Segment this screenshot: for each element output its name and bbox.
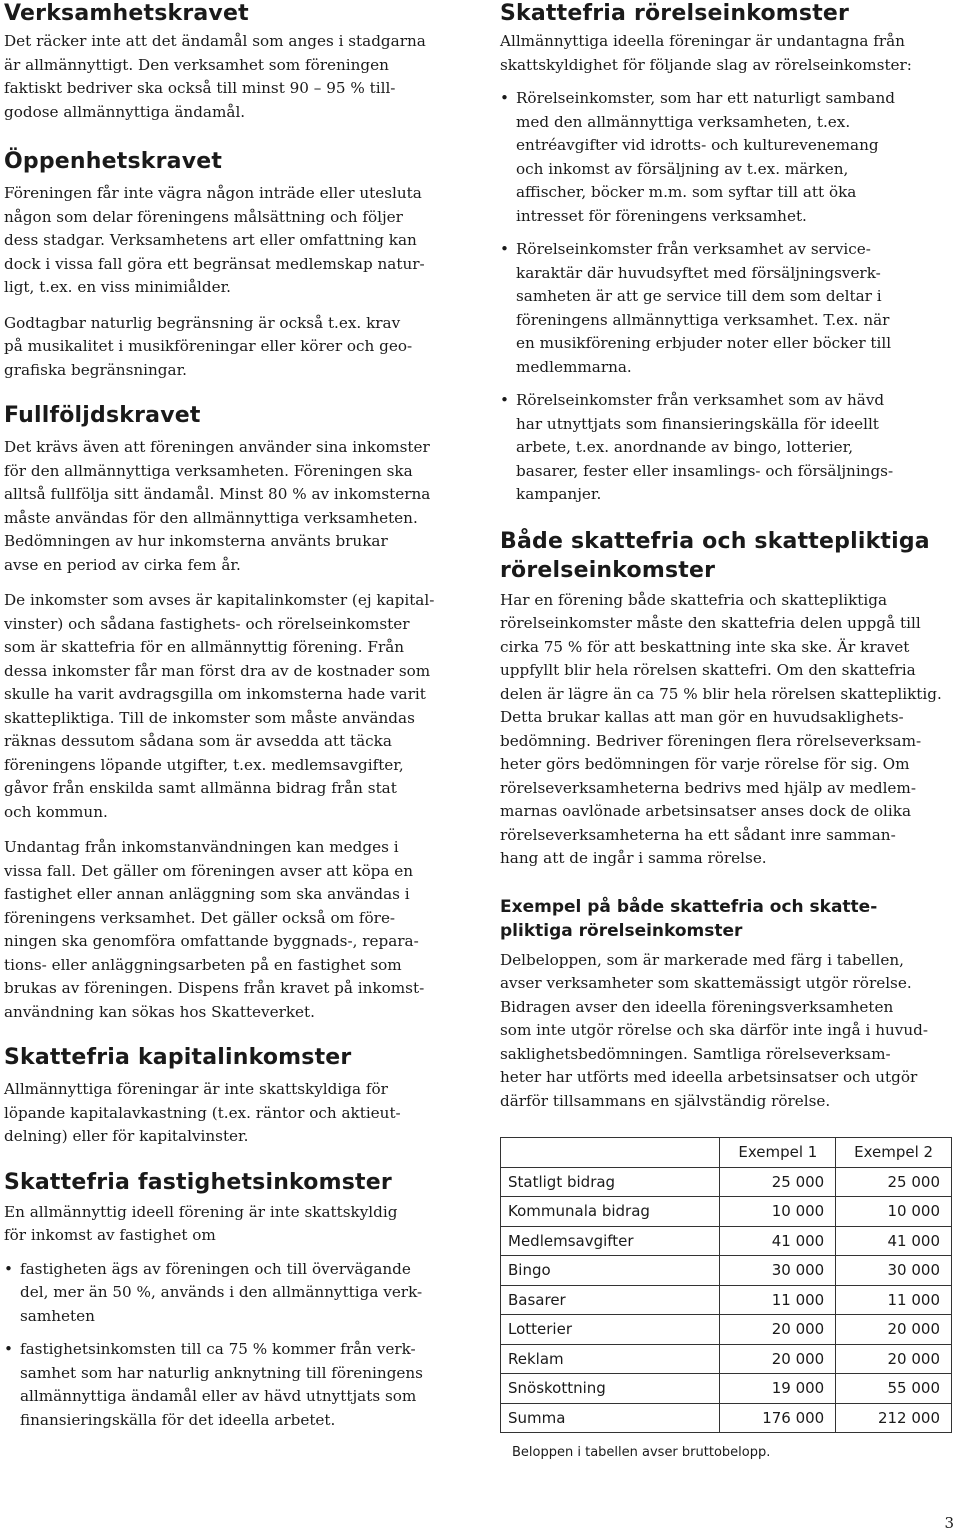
list-item xyxy=(500,389,958,507)
text-line: Bidragen avser den ideella föreningsverksamheten xyxy=(500,997,894,1016)
text-line: alltså fullfölja sitt ändamål. Minst 80 % av inkomsterna xyxy=(4,485,431,503)
bullet-list xyxy=(4,1258,456,1433)
text-line: Det krävs även att föreningen använder sina inkomster xyxy=(4,438,430,456)
title-line: Både skattefria och skattepliktiga xyxy=(500,528,930,554)
title-line: Exempel på både skattefria och skatte- xyxy=(500,896,878,917)
text-line: faktiskt bedriver ska också till minst 90 – 95 % till- xyxy=(4,79,396,97)
text-line: hang att de ingår i samma rörelse. xyxy=(500,849,767,867)
text-line: en musikförening erbjuder noter eller böcker till xyxy=(516,334,892,352)
table-cell: 11 000 xyxy=(720,1285,836,1315)
text-line: De inkomster som avses är kapitalinkomster (ej kapital- xyxy=(4,591,435,609)
text-line: Rörelseinkomster från verksamhet av service- xyxy=(516,240,871,258)
paragraph xyxy=(4,836,456,1024)
text-line: fastigheten ägs av föreningen och till övervägande xyxy=(20,1259,411,1278)
table-cell: Snöskottning xyxy=(501,1374,720,1404)
text-line: som inte utgör rörelse och ska därför inte ingå i huvud- xyxy=(500,1021,928,1039)
paragraph xyxy=(500,589,958,871)
text-line: heter görs bedömningen för varje rörelse för sig. Om xyxy=(500,755,910,773)
text-line: grafiska begränsningar. xyxy=(4,360,187,379)
text-line: affischer, böcker m.m. som syftar till att öka xyxy=(516,183,857,201)
section-title: Skattefria kapitalinkomster xyxy=(4,1045,352,1070)
text-line: Godtagbar naturlig begränsning är också t.ex. krav xyxy=(4,313,401,332)
paragraph xyxy=(500,30,958,77)
list-item xyxy=(500,87,958,228)
table-cell: Bingo xyxy=(501,1256,720,1286)
paragraph xyxy=(4,30,456,124)
text-line: saklighetsbedömningen. Samtliga rörelseverksam- xyxy=(500,1044,891,1063)
text-line: brukas av föreningen. Dispens från kravet på inkomst- xyxy=(4,979,425,997)
table-row xyxy=(501,1256,952,1286)
text-line: på musikalitet i musikföreningar eller körer och geo- xyxy=(4,337,413,355)
paragraph xyxy=(4,182,456,300)
section-title: Skattefria fastighetsinkomster xyxy=(4,1169,392,1195)
text-line: heter har utförts med ideella arbetsinsatser och utgör xyxy=(500,1068,918,1086)
title-line: pliktiga rörelseinkomster xyxy=(500,920,743,941)
table-header-cell xyxy=(501,1138,720,1168)
text-line: Föreningen får inte vägra någon inträde eller utesluta xyxy=(4,184,422,202)
text-line: därför tillsammans en självständig rörelse. xyxy=(500,1091,831,1110)
section-title: Skattefria rörelseinkomster xyxy=(500,1,850,26)
text-line: kampanjer. xyxy=(516,485,602,503)
text-line: godose allmännyttiga ändamål. xyxy=(4,102,246,121)
text-line: ningen ska genomföra omfattande byggnads-, repara- xyxy=(4,932,419,950)
text-line: dess stadgar. Verksamhetens art eller omfattning kan xyxy=(4,231,417,249)
table-cell: 11 000 xyxy=(836,1285,952,1315)
section-title: Fullföljdskravet xyxy=(4,403,201,428)
table-cell: 25 000 xyxy=(720,1167,836,1197)
table-cell: 41 000 xyxy=(720,1226,836,1256)
table-row xyxy=(501,1403,952,1433)
text-line: och inkomst av försäljning av t.ex. märken, xyxy=(516,159,849,178)
table-cell: 30 000 xyxy=(720,1256,836,1286)
text-line: samheten är att ge service till dem som deltar i xyxy=(516,287,882,305)
table-row xyxy=(501,1344,952,1374)
table-cell: Basarer xyxy=(501,1285,720,1315)
table-row xyxy=(501,1285,952,1315)
text-line: för den allmännyttiga verksamheten. Föreningen ska xyxy=(4,461,413,480)
table-row xyxy=(501,1167,952,1197)
text-line: Undantag från inkomstanvändningen kan medges i xyxy=(4,838,399,856)
paragraph xyxy=(4,1201,456,1248)
table-row xyxy=(501,1315,952,1345)
text-line: och kommun. xyxy=(4,802,108,821)
text-line: dessa inkomster får man först dra av de kostnader som xyxy=(4,661,431,680)
left-column xyxy=(4,0,456,1432)
text-line: vissa fall. Det gäller om föreningen avser att köpa en xyxy=(4,861,414,880)
table-cell: Reklam xyxy=(501,1344,720,1374)
text-line: finansieringskälla för det ideella arbetet. xyxy=(20,1410,336,1429)
table-cell: Statligt bidrag xyxy=(501,1167,720,1197)
text-line: marnas oavlönade arbetsinsatser anses dock de olika xyxy=(500,802,912,820)
table-cell: Summa xyxy=(501,1403,720,1433)
table-cell: 55 000 xyxy=(836,1374,952,1404)
paragraph xyxy=(4,589,456,824)
text-line: arbete, t.ex. anordnande av bingo, lotterier, xyxy=(516,438,854,456)
paragraph xyxy=(4,312,456,383)
table-cell: Medlemsavgifter xyxy=(501,1226,720,1256)
text-line: En allmännyttig ideell förening är inte skattskyldig xyxy=(4,1202,398,1221)
paragraph xyxy=(4,436,456,577)
table-cell: Kommunala bidrag xyxy=(501,1197,720,1227)
text-line: Rörelseinkomster från verksamhet som av hävd xyxy=(516,391,885,409)
section-title: Öppenhetskravet xyxy=(4,149,223,174)
section-title: Verksamhetskravet xyxy=(4,1,249,26)
table-header-cell: Exempel 1 xyxy=(720,1138,836,1168)
text-line: gåvor från enskilda samt allmänna bidrag från stat xyxy=(4,779,397,797)
paragraph xyxy=(4,1078,456,1149)
text-line: som är skattefria för en allmännyttig förening. Från xyxy=(4,638,405,656)
list-item xyxy=(4,1258,456,1329)
text-line: föreningens verksamhet. Det gäller också om före- xyxy=(4,908,396,927)
text-line: Allmännyttiga ideella föreningar är undantagna från xyxy=(500,32,905,50)
table-cell: 20 000 xyxy=(720,1315,836,1345)
text-line: basarer, fester eller insamlings- och försäljnings- xyxy=(516,461,894,480)
text-line: skulle ha varit avdragsgilla om inkomsterna hade varit xyxy=(4,685,426,703)
table-cell: 41 000 xyxy=(836,1226,952,1256)
table-cell: 20 000 xyxy=(836,1315,952,1345)
text-line: rörelseverksamheterna bedrivs med hjälp av medlem- xyxy=(500,778,916,797)
text-line: har utnyttjats som finansieringskälla för ideellt xyxy=(516,414,879,433)
text-line: cirka 75 % för att beskattning inte ska ske. Är kravet xyxy=(500,637,910,656)
table-row xyxy=(501,1197,952,1227)
text-line: fastighet eller annan anläggning som ska användas i xyxy=(4,885,410,903)
text-line: vinster) och sådana fastighets- och rörelseinkomster xyxy=(4,614,410,633)
section-title xyxy=(500,527,958,585)
list-item xyxy=(4,1338,456,1432)
list-item xyxy=(500,238,958,379)
text-line: avse en period av cirka fem år. xyxy=(4,555,241,574)
text-line: Delbeloppen, som är markerade med färg i tabellen, xyxy=(500,950,904,969)
table-cell: Lotterier xyxy=(501,1315,720,1345)
text-line: samheten xyxy=(20,1306,95,1325)
bullet-list xyxy=(500,87,958,507)
text-line: måste användas för den allmännyttiga verksamheten. xyxy=(4,508,418,527)
text-line: fastighetsinkomsten till ca 75 % kommer från verk- xyxy=(20,1340,416,1358)
table-cell: 20 000 xyxy=(836,1344,952,1374)
text-line: samhet som har naturlig anknytning till föreningens xyxy=(20,1363,423,1382)
text-line: räknas dessutom sådana som är avsedda att täcka xyxy=(4,732,392,750)
text-line: medlemmarna. xyxy=(516,357,632,376)
text-line: tions- eller anläggningsarbeten på en fastighet som xyxy=(4,955,402,974)
text-line: karaktär där huvudsyftet med försäljningsverk- xyxy=(516,263,881,282)
text-line: intresset för föreningens verksamhet. xyxy=(516,206,807,225)
table-header-cell: Exempel 2 xyxy=(836,1138,952,1168)
text-line: ligt, t.ex. en viss minimiålder. xyxy=(4,278,231,296)
text-line: bedömning. Bedriver föreningen flera rörelseverksam- xyxy=(500,731,922,750)
text-line: användning kan sökas hos Skatteverket. xyxy=(4,1002,315,1021)
text-line: entréavgifter vid idrotts- och kulturevenemang xyxy=(516,136,879,154)
text-line: någon som delar föreningens målsättning och följer xyxy=(4,207,403,226)
text-line: löpande kapitalavkastning (t.ex. räntor och aktieut- xyxy=(4,1103,401,1122)
text-line: delen är lägre än ca 75 % blir hela rörelsen skattepliktig. xyxy=(500,684,942,703)
text-line: med den allmännyttiga verksamheten, t.ex. xyxy=(516,112,851,131)
table-cell: 30 000 xyxy=(836,1256,952,1286)
text-line: för inkomst av fastighet om xyxy=(4,1226,216,1244)
text-line: avser verksamheter som skattemässigt utgör rörelse. xyxy=(500,974,912,992)
text-line: Allmännyttiga föreningar är inte skattskyldiga för xyxy=(4,1080,388,1098)
text-line: Det räcker inte att det ändamål som anges i stadgarna xyxy=(4,32,426,50)
title-line: rörelseinkomster xyxy=(500,557,716,583)
text-line: rörelseinkomster måste den skattefria delen uppgå till xyxy=(500,614,921,632)
table-cell: 212 000 xyxy=(836,1403,952,1433)
text-line: Rörelseinkomster, som har ett naturligt samband xyxy=(516,89,895,107)
page-number: 3 xyxy=(944,1514,954,1532)
paragraph xyxy=(500,949,958,1114)
subsection-title xyxy=(500,895,958,943)
text-line: dock i vissa fall göra ett begränsat medlemskap natur- xyxy=(4,254,425,273)
table-cell: 10 000 xyxy=(720,1197,836,1227)
table-cell: 10 000 xyxy=(836,1197,952,1227)
text-line: Bedömningen av hur inkomsterna använts brukar xyxy=(4,532,388,550)
table-cell: 20 000 xyxy=(720,1344,836,1374)
text-line: föreningens löpande utgifter, t.ex. medlemsavgifter, xyxy=(4,755,404,774)
text-line: föreningens allmännyttiga verksamhet. T.ex. när xyxy=(516,310,890,329)
text-line: är allmännyttigt. Den verksamhet som föreningen xyxy=(4,55,389,74)
text-line: Detta brukar kallas att man gör en huvudsaklighets- xyxy=(500,708,904,726)
table-header-row xyxy=(501,1138,952,1168)
text-line: skattepliktiga. Till de inkomster som måste användas xyxy=(4,708,415,727)
text-line: uppfyllt blir hela rörelsen skattefri. Om den skattefria xyxy=(500,661,916,679)
table-cell: 176 000 xyxy=(720,1403,836,1433)
table-cell: 25 000 xyxy=(836,1167,952,1197)
table-row xyxy=(501,1374,952,1404)
example-table xyxy=(500,1137,952,1433)
right-column xyxy=(500,0,958,1460)
text-line: skattskyldighet för följande slag av rörelseinkomster: xyxy=(500,55,912,74)
text-line: Har en förening både skattefria och skattepliktiga xyxy=(500,590,888,609)
table-cell: 19 000 xyxy=(720,1374,836,1404)
text-line: del, mer än 50 %, används i den allmännyttiga verk- xyxy=(20,1283,423,1301)
table-row xyxy=(501,1226,952,1256)
table-note: Beloppen i tabellen avser bruttobelopp. xyxy=(512,1445,771,1460)
text-line: allmännyttiga ändamål eller av hävd utnyttjats som xyxy=(20,1387,417,1405)
text-line: rörelseverksamheterna ha ett sådant inre samman- xyxy=(500,825,896,844)
text-line: delning) eller för kapitalvinster. xyxy=(4,1127,249,1145)
